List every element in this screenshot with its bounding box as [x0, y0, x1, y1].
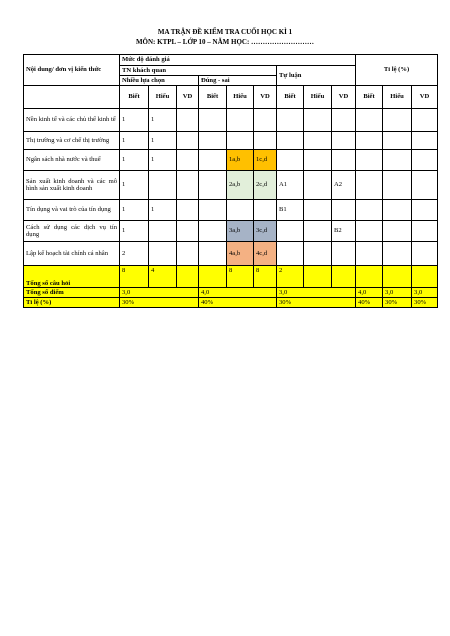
cell: A1 [277, 171, 304, 200]
row-label: Sản xuất kinh doanh và các mô hình sản xuất kinh doanh [24, 171, 120, 200]
cell: 1 [149, 150, 177, 171]
cell: 2 [120, 242, 149, 266]
cell: 8 [120, 266, 149, 288]
cell: 3,0 [412, 288, 438, 298]
cell [277, 242, 304, 266]
row-label: Tín dụng và vai trò của tín dụng [24, 200, 120, 221]
highlight-cell: 4c,d [254, 242, 277, 266]
cell [227, 109, 254, 132]
table-row [24, 150, 438, 171]
cell: B1 [277, 200, 304, 221]
table-row [24, 171, 438, 200]
row-label: Thị trường và cơ chế thị trường [24, 132, 120, 150]
row-label: Nền kinh tế và các chủ thể kinh tế [24, 109, 120, 132]
cell [332, 242, 356, 266]
table-row [24, 132, 438, 150]
cell: 3,0 [277, 288, 356, 298]
cell [332, 150, 356, 171]
cell [254, 200, 277, 221]
highlight-cell: 3c,d [254, 221, 277, 242]
highlight-cell: 4a,b [227, 242, 254, 266]
cell: 1 [149, 132, 177, 150]
row-label: Ngân sách nhà nước và thuế [24, 150, 120, 171]
total-questions-label: Tổng số câu hỏi [24, 266, 120, 288]
cell: 1 [149, 109, 177, 132]
cell: 30% [277, 298, 356, 308]
cell: 3,0 [120, 288, 199, 298]
cell: 4,0 [356, 288, 383, 298]
cell [254, 109, 277, 132]
total-questions-row [24, 266, 438, 288]
cell [277, 150, 304, 171]
level-header-row [24, 86, 438, 109]
cell: 1 [149, 200, 177, 221]
cell: 4,0 [199, 288, 277, 298]
essay-header: Tự luận [277, 66, 356, 86]
cell [277, 132, 304, 150]
cell [254, 132, 277, 150]
cell [227, 132, 254, 150]
ratio-header: Tỉ lệ (%) [356, 55, 438, 86]
content-column-header: Nội dung/ đơn vị kiến thức [24, 55, 120, 86]
cell [332, 132, 356, 150]
level-header: Hiểu [304, 86, 332, 109]
cell: 40% [356, 298, 383, 308]
cell: B2 [332, 221, 356, 242]
table-row [24, 221, 438, 242]
cell: 1 [120, 221, 149, 242]
multiple-choice-header: Nhiều lựa chọn [120, 76, 199, 86]
cell [149, 221, 177, 242]
cell [277, 221, 304, 242]
header-row-1 [24, 55, 438, 66]
level-header: Biết [120, 86, 149, 109]
level-header: VD [254, 86, 277, 109]
cell: 8 [227, 266, 254, 288]
total-points-row [24, 288, 438, 298]
row-label: Lập kế hoạch tài chính cá nhân [24, 242, 120, 266]
cell [149, 242, 177, 266]
row-label: Cách sử dụng các dịch vụ tín dụng [24, 221, 120, 242]
ratio-label: Tỉ lệ (%) [24, 298, 120, 308]
cell: A2 [332, 171, 356, 200]
cell: 30% [412, 298, 438, 308]
cell [227, 200, 254, 221]
cell [332, 200, 356, 221]
highlight-cell: 1c,d [254, 150, 277, 171]
level-header: VD [177, 86, 199, 109]
cell [332, 109, 356, 132]
ratio-row [24, 298, 438, 308]
level-header: Hiểu [383, 86, 412, 109]
cell: 30% [120, 298, 199, 308]
cell: 1 [120, 200, 149, 221]
cell: 1 [120, 109, 149, 132]
assessment-matrix-table [23, 54, 438, 308]
level-header: Biết [199, 86, 227, 109]
document-subtitle: MÔN: KTPL – LỚP 10 – NĂM HỌC: ……………………… [135, 38, 315, 46]
level-header: Biết [277, 86, 304, 109]
table-row [24, 109, 438, 132]
level-header: Hiểu [227, 86, 254, 109]
cell: 3,0 [383, 288, 412, 298]
cell: 1 [120, 171, 149, 200]
cell: 1 [120, 132, 149, 150]
highlight-cell: 3a,b [227, 221, 254, 242]
assessment-level-header: Mức độ đánh giá [120, 55, 356, 66]
true-false-header: Đúng - sai [199, 76, 277, 86]
cell: 30% [383, 298, 412, 308]
highlight-cell: 2c,d [254, 171, 277, 200]
table-row [24, 242, 438, 266]
document-title: MA TRẬN ĐỀ KIỂM TRA CUỐI HỌC KÌ 1 [157, 28, 293, 36]
objective-header: TN khách quan [120, 66, 277, 76]
cell: 4 [149, 266, 177, 288]
cell: 40% [199, 298, 277, 308]
table-row [24, 200, 438, 221]
total-points-label: Tổng số điểm [24, 288, 120, 298]
highlight-cell: 1a,b [227, 150, 254, 171]
level-header: VD [332, 86, 356, 109]
cell [149, 171, 177, 200]
cell: 8 [254, 266, 277, 288]
highlight-cell: 2a,b [227, 171, 254, 200]
cell: 1 [120, 150, 149, 171]
cell [277, 109, 304, 132]
level-header: Hiểu [149, 86, 177, 109]
cell: 2 [277, 266, 304, 288]
level-header: Biết [356, 86, 383, 109]
level-header: VD [412, 86, 438, 109]
